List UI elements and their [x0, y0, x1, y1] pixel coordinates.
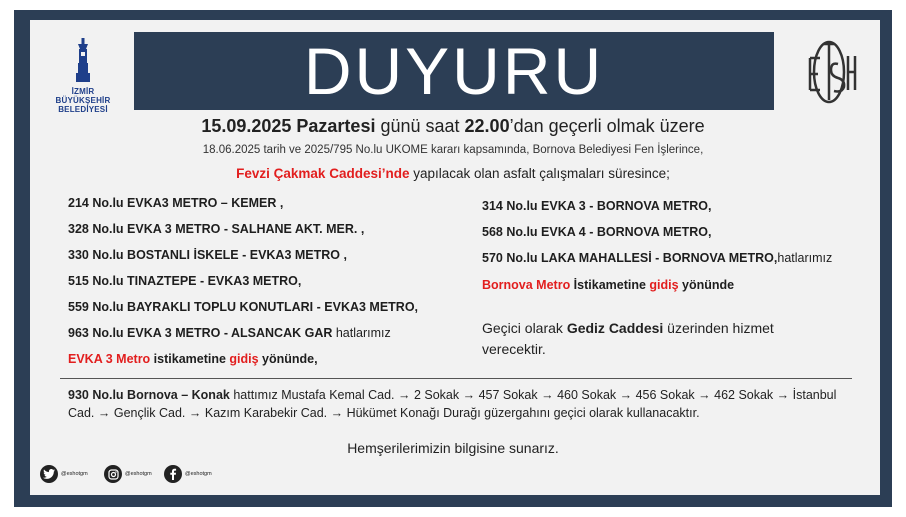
- left-direction-line: [68, 352, 318, 366]
- route-item: 515 No.lu TINAZTEPE - EVKA3 METRO,: [68, 274, 302, 288]
- date-suffix: ’dan geçerli olmak üzere: [509, 116, 705, 136]
- direction-end: yönünde,: [258, 352, 318, 366]
- social-instagram[interactable]: [104, 465, 152, 483]
- ukome-reference: 18.06.2025 tarih ve 2025/795 No.lu UKOME kararı kapsamında, Bornova Belediyesi Fen İşlerince,: [202, 144, 704, 156]
- direction-destination: Bornova Metro: [482, 278, 571, 292]
- effective-date-line: [0, 116, 906, 137]
- direction-mid: istikametine: [150, 352, 230, 366]
- title-banner: [134, 32, 774, 110]
- eshot-logo: [800, 38, 858, 108]
- section-divider: [60, 378, 852, 379]
- instagram-icon: [104, 465, 122, 483]
- temporary-service-note: [482, 318, 812, 360]
- route-suffix: hatlarımız: [332, 326, 391, 340]
- logo-text-line3: BELEDİYESİ: [58, 105, 108, 114]
- route-item: 559 No.lu BAYRAKLI TOPLU KONUTLARI - EVKA3 METRO,: [68, 300, 419, 314]
- effective-date: 15.09.2025 Pazartesi: [201, 116, 376, 136]
- clock-tower-icon: [71, 38, 95, 82]
- affected-street: Fevzi Çakmak Caddesi’nde: [236, 166, 410, 181]
- social-facebook[interactable]: [164, 465, 212, 483]
- temporary-text-b: üzerinden hizmet verecektir.: [482, 320, 774, 357]
- route-item-last: [482, 251, 832, 265]
- social-handle: @eshotgm: [61, 471, 88, 477]
- route-item-last: [68, 326, 391, 340]
- social-handle: @eshotgm: [125, 471, 152, 477]
- izmir-municipality-logo: [53, 38, 113, 118]
- effective-time: 22.00: [464, 116, 510, 136]
- direction-mid: İstikametine: [570, 278, 650, 292]
- temporary-text-a: Geçici olarak: [482, 320, 567, 336]
- route-930-note: [68, 386, 840, 422]
- route-930-detour: hattımız Mustafa Kemal Cad. → 2 Sokak → 457 Sokak → 460 Sokak → 456 Sokak → 462 Sokak → İstanbul Cad. → Gençlik Cad. → Kazım Karabekir Cad. → Hükümet Konağı Durağı güzergahını geçici olarak kullanacaktır.: [68, 388, 837, 420]
- route-name: 570 No.lu LAKA MAHALLESİ - BORNOVA METRO,: [482, 251, 778, 265]
- logo-text-line2: BÜYÜKŞEHİR: [55, 96, 111, 105]
- right-direction-line: [482, 278, 734, 292]
- page-title: DUYURU: [303, 34, 605, 108]
- route-name: 963 No.lu EVKA 3 METRO - ALSANCAK GAR: [68, 326, 333, 340]
- direction-gidis: gidiş: [649, 278, 679, 292]
- closing-statement: Hemşerilerimizin bilgisine sunarız.: [347, 440, 559, 456]
- social-twitter[interactable]: [40, 465, 88, 483]
- route-suffix: hatlarımız: [777, 251, 833, 265]
- route-item: 314 No.lu EVKA 3 - BORNOVA METRO,: [482, 199, 712, 213]
- facebook-icon: [164, 465, 182, 483]
- direction-destination: EVKA 3 Metro: [68, 352, 151, 366]
- social-handle: @eshotgm: [185, 471, 212, 477]
- route-item: 328 No.lu EVKA 3 METRO - SALHANE AKT. MER. ,: [68, 222, 365, 236]
- logo-text-line1: İZMİR: [71, 87, 95, 96]
- eshot-monogram-icon: [800, 38, 858, 108]
- direction-gidis: gidiş: [229, 352, 259, 366]
- route-item: 568 No.lu EVKA 4 - BORNOVA METRO,: [482, 225, 712, 239]
- route-item: 214 No.lu EVKA3 METRO – KEMER ,: [68, 196, 284, 210]
- twitter-icon: [40, 465, 58, 483]
- affected-street-line: [0, 166, 906, 181]
- route-item: 330 No.lu BOSTANLI İSKELE - EVKA3 METRO ,: [68, 248, 347, 262]
- temporary-street: Gediz Caddesi: [566, 320, 664, 336]
- date-connector: günü saat: [375, 116, 465, 136]
- affected-street-text: yapılacak olan asfalt çalışmaları süresince;: [409, 166, 670, 181]
- direction-end: yönünde: [678, 278, 735, 292]
- route-930-name: 930 No.lu Bornova – Konak: [68, 388, 230, 402]
